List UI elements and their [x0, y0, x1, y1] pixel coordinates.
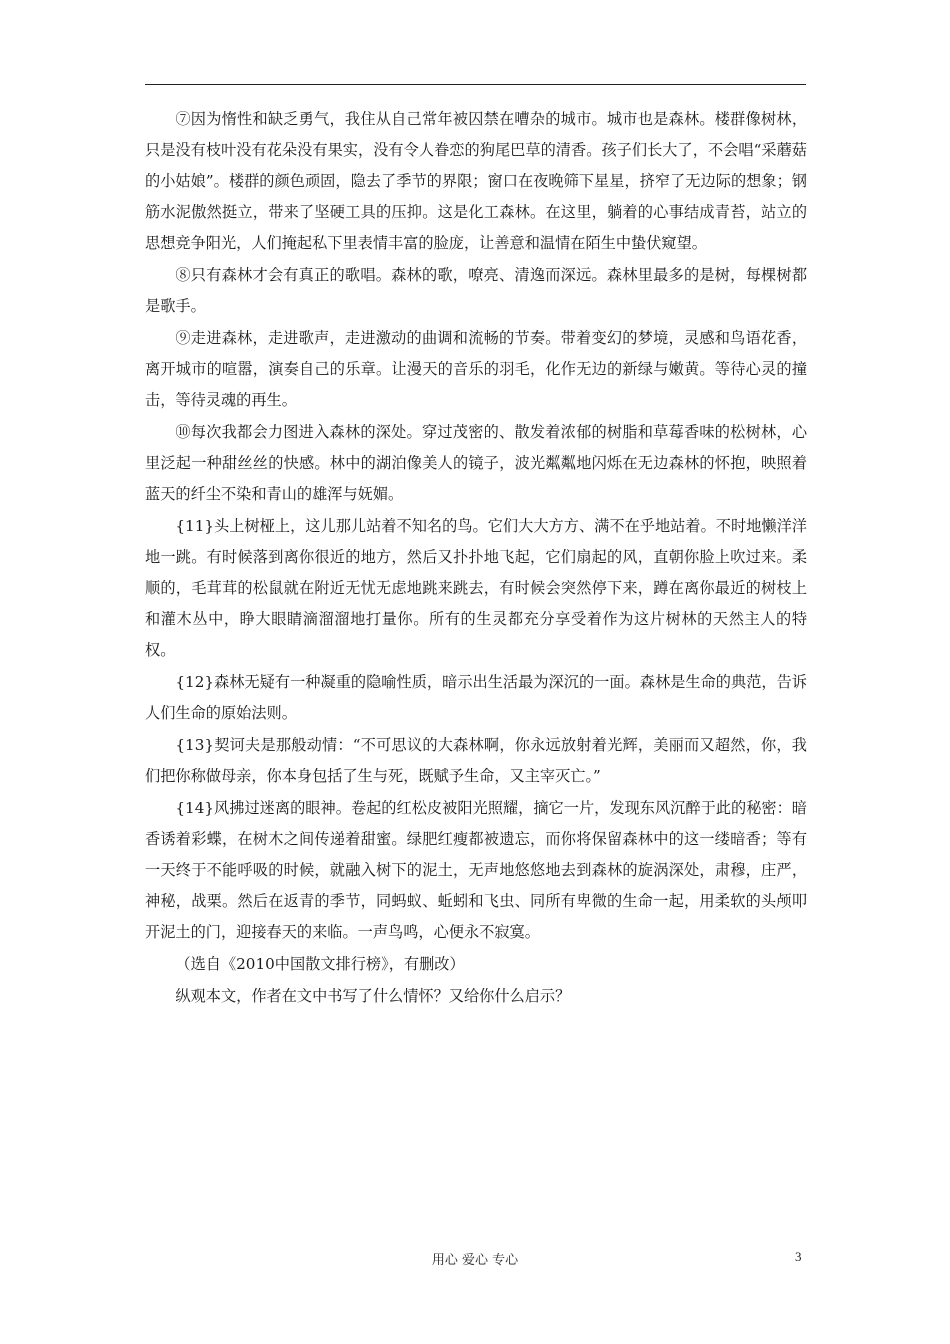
paragraph-7: ⑦因为惰性和缺乏勇气，我住从自己常年被囚禁在嘈杂的城市。城市也是森林。楼群像树林，只是没有枝叶没有花朵没有果实，没有令人眷恋的狗尾巴草的清香。孩子们长大了，不会唱“采蘑菇的小姑娘”。楼群的颜色顽固，隐去了季节的界限；窗口在夜晚筛下星星，挤窄了无边际的想象；钢筋水泥傲然挺立，带来了坚硬工具的压抑。这是化工森林。在这里，躺着的心事结成青苔，站立的思想竞争阳光，人们掩起私下里表情丰富的脸庞，让善意和温情在陌生中蛰伏窥望。	[145, 110, 807, 252]
document-body	[145, 104, 807, 1013]
source-note: （选自《2010中国散文排行榜》，有删改）	[175, 955, 465, 973]
paragraph-8: ⑧只有森林才会有真正的歌唱。森林的歌，嘹亮、清逸而深远。森林里最多的是树，每棵树都是歌手。	[145, 266, 807, 315]
paragraph-12: {12}森林无疑有一种凝重的隐喻性质，暗示出生活最为深沉的一面。森林是生命的典范，告诉人们生命的原始法则。	[145, 673, 807, 722]
footer-slogan: 用心 爱心 专心	[431, 1253, 519, 1268]
header-rule	[145, 84, 806, 85]
paragraph-11: {11}头上树桠上，这儿那儿站着不知名的鸟。它们大大方方、满不在乎地站着。不时地懒洋洋地一跳。有时候落到离你很近的地方，然后又扑扑地飞起，它们扇起的风，直朝你脸上吹过来。柔顺的，毛茸茸的松鼠就在附近无忧无虑地跳来跳去，有时候会突然停下来，蹲在离你最近的树枝上和灌木丛中，睁大眼睛滴溜溜地打量你。所有的生灵都充分享受着作为这片树林的天然主人的特权。	[145, 517, 807, 659]
paragraph-9: ⑨走进森林，走进歌声，走进激动的曲调和流畅的节奏。带着变幻的梦境，灵感和鸟语花香，离开城市的喧嚣，演奏自己的乐章。让漫天的音乐的羽毛，化作无边的新绿与嫩黄。等待心灵的撞击，等待灵魂的再生。	[145, 329, 807, 409]
paragraph-10: ⑩每次我都会力图进入森林的深处。穿过茂密的、散发着浓郁的树脂和草莓香味的松树林，心里泛起一种甜丝丝的快感。林中的湖泊像美人的镜子，波光粼粼地闪烁在无边森林的怀抱，映照着蓝天的纤尘不染和青山的雄浑与妩媚。	[145, 423, 807, 503]
paragraph-13: {13}契诃夫是那般动情：“不可思议的大森林啊，你永远放射着光辉，美丽而又超然，你，我们把你称做母亲，你本身包括了生与死，既赋予生命，又主宰灭亡。”	[145, 736, 807, 785]
page-number: 3	[795, 1249, 802, 1264]
question: 纵观本文，作者在文中书写了什么情怀？又给你什么启示？	[175, 987, 571, 1005]
paragraph-14: {14}风拂过迷离的眼神。卷起的红松皮被阳光照耀，摘它一片，发现东风沉醉于此的秘密：暗香诱着彩蝶，在树木之间传递着甜蜜。绿肥红瘦都被遗忘，而你将保留森林中的这一缕暗香；等有一天终于不能呼吸的时候，就融入树下的泥土，无声地悠悠地去到森林的旋涡深处，肃穆，庄严，神秘，战栗。然后在返青的季节，同蚂蚁、蚯蚓和飞虫、同所有卑微的生命一起，用柔软的头颅叩开泥土的门，迎接春天的来临。一声鸟鸣，心便永不寂寞。	[145, 799, 807, 941]
